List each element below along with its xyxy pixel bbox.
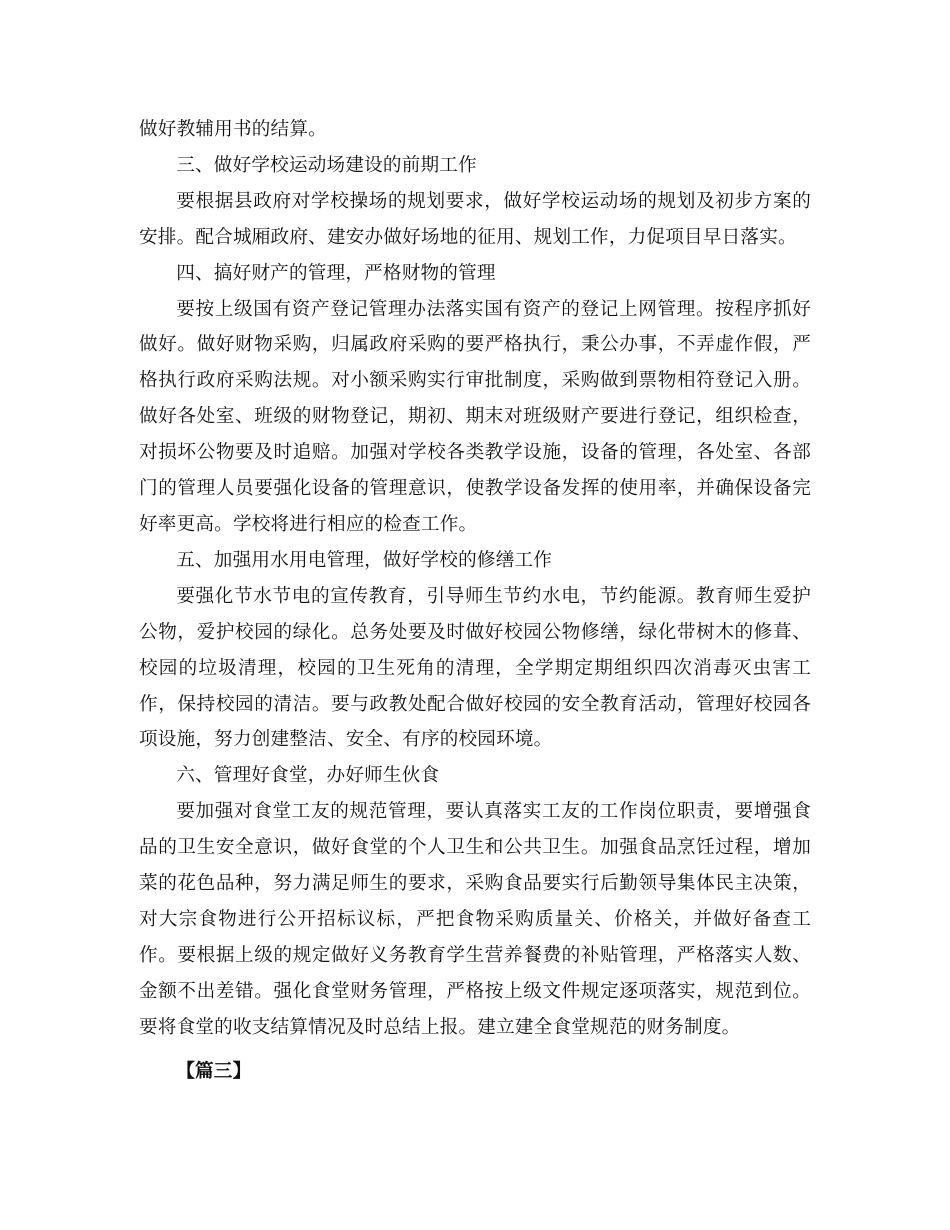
- paragraph-continuation: 做好教辅用书的结算。: [139, 119, 327, 140]
- section-heading-4: 四、搞好财产的管理，严格财物的管理: [176, 262, 496, 284]
- paragraph-sports-field: 要根据县政府对学校操场的规划要求，做好学校运动场的规划及初步方案的安排。配合城厢政府、建安办做好场地的征用、规划工作，力促项目早日落实。: [139, 190, 811, 248]
- section-heading-6: 六、管理好食堂，办好师生伙食: [176, 765, 440, 787]
- section-mark-part-three: 【篇三】: [176, 1060, 252, 1082]
- section-heading-5: 五、加强用水用电管理，做好学校的修缮工作: [176, 549, 553, 571]
- paragraph-property-management: 要按上级国有资产登记管理办法落实国有资产的登记上网管理。按程序抓好做好。做好财物采购，归属政府采购的要严格执行，秉公办事，不弄虚作假，严格执行政府采购法规。对小额采购实行审批制度，采购做到票物相符登记入册。做好各处室、班级的财物登记，期初、期末对班级财产要进行登记，组织检查，对损坏公物要及时追赔。加强对学校各类教学设施，设备的管理，各处室、各部门的管理人员要强化设备的管理意识，使教学设备发挥的使用率，并确保设备完好率更高。学校将进行相应的检查工作。: [139, 298, 811, 535]
- document-body: [139, 112, 811, 1089]
- paragraph-canteen: 要加强对食堂工友的规范管理，要认真落实工友的工作岗位职责，要增强食品的卫生安全意识，做好食堂的个人卫生和公共卫生。加强食品烹饪过程，增加菜的花色品种，努力满足师生的要求，采购食品要实行后勤领导集体民主决策，对大宗食物进行公开招标议标，严把食物采购质量关、价格关，并做好备查工作。要根据上级的规定做好义务教育学生营养餐费的补贴管理，严格落实人数、金额不出差错。强化食堂财务管理，严格按上级文件规定逐项落实，规范到位。要将食堂的收支结算情况及时总结上报。建立建全食堂规范的财务制度。: [139, 801, 811, 1038]
- paragraph-water-electricity: 要强化节水节电的宣传教育，引导师生节约水电，节约能源。教育师生爱护公物，爱护校园的绿化。总务处要及时做好校园公物修缮，绿化带树木的修葺、校园的垃圾清理，校园的卫生死角的清理，全学期定期组织四次消毒灭虫害工作，保持校园的清洁。要与政教处配合做好校园的安全教育活动，管理好校园各项设施，努力创建整洁、安全、有序的校园环境。: [139, 585, 811, 751]
- section-heading-3: 三、做好学校运动场建设的前期工作: [176, 154, 477, 176]
